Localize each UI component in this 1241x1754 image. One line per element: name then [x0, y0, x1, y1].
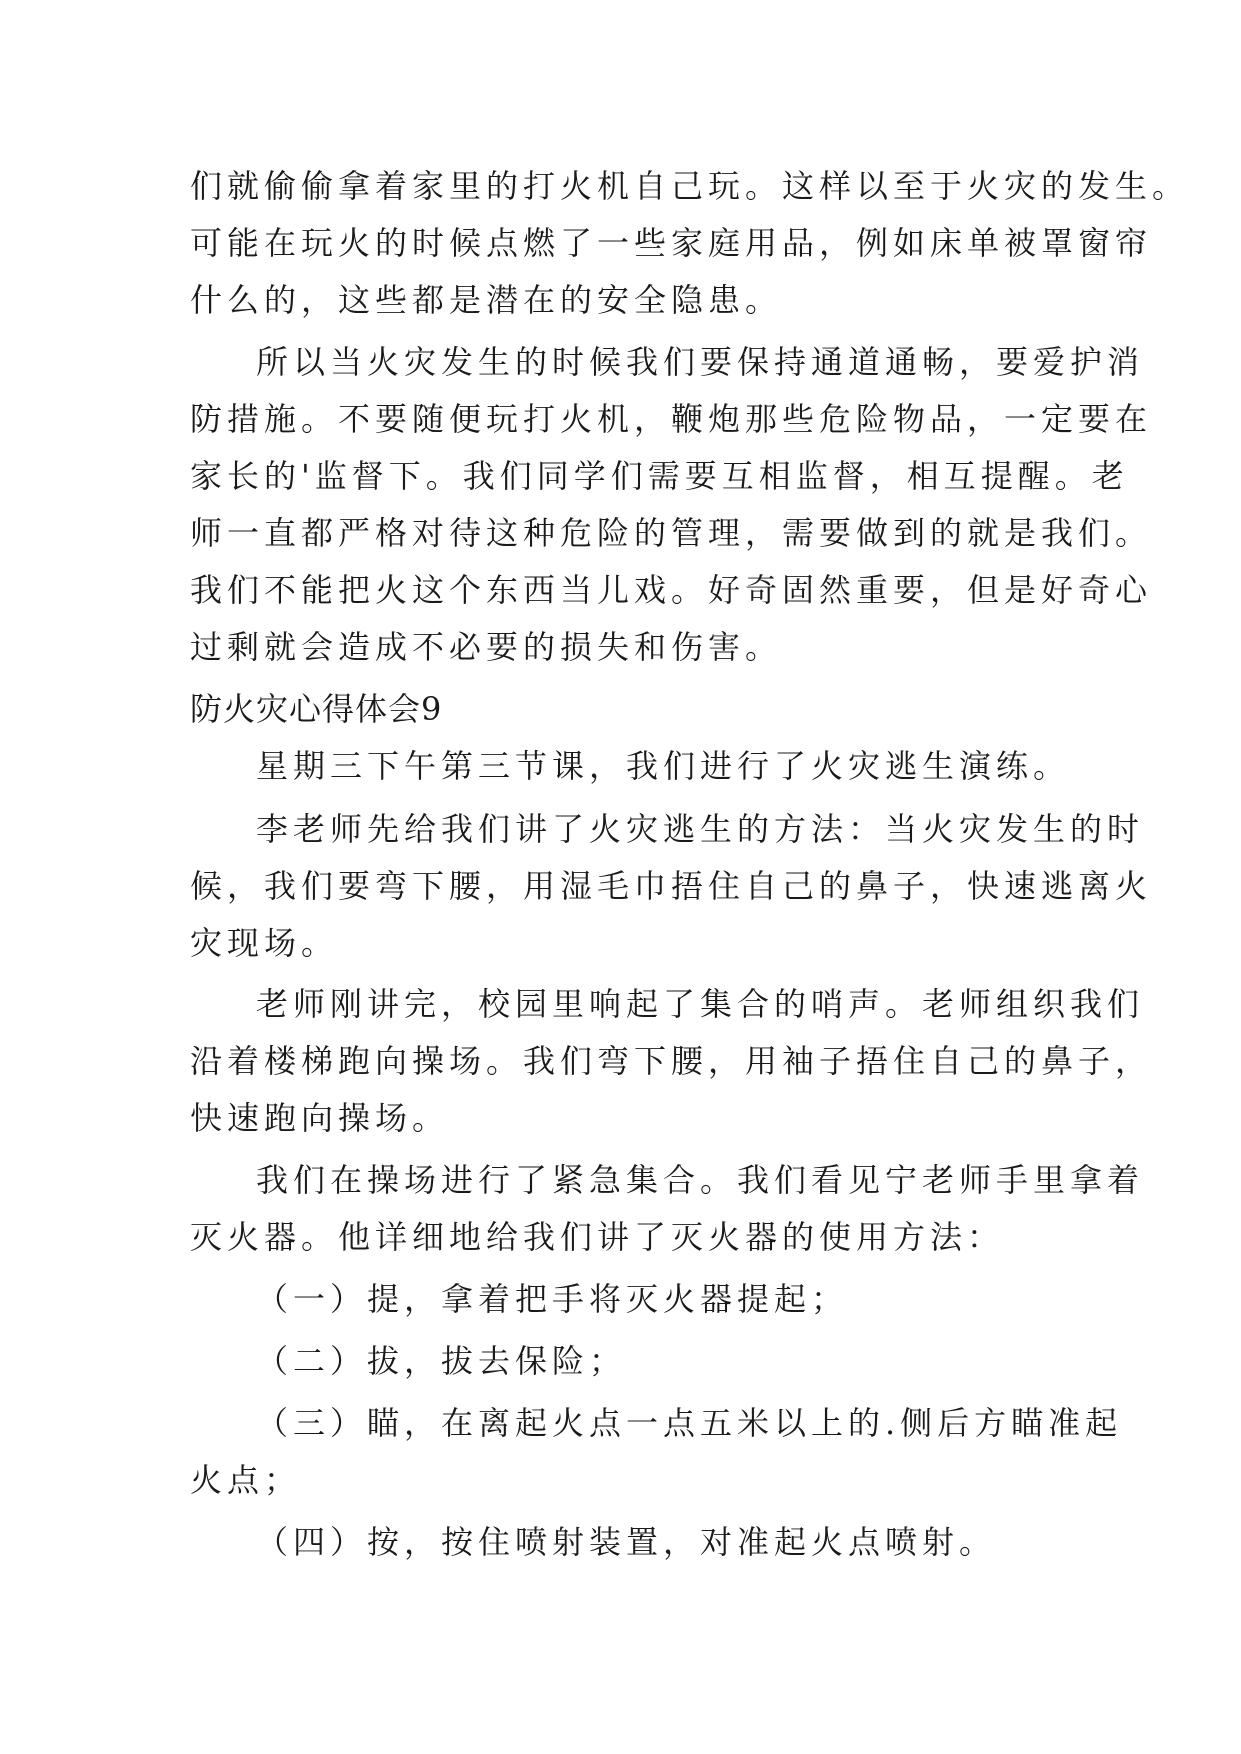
list-item: （四）按，按住喷射装置，对准起火点喷射。	[256, 1523, 997, 1561]
paragraph-first-line: 李老师先给我们讲了火灾逃生的方法：当火灾发生的时	[256, 810, 1145, 848]
list-item: （二）拔，拔去保险；	[256, 1342, 627, 1380]
section-heading: 防火灾心得体会9	[190, 690, 443, 728]
text-line: 沿着楼梯跑向操场。我们弯下腰，用袖子捂住自己的鼻子，	[190, 1042, 1153, 1080]
text-line: 什么的，这些都是潜在的安全隐患。	[190, 281, 783, 319]
list-item: （三）瞄，在离起火点一点五米以上的.侧后方瞄准起	[256, 1404, 1123, 1442]
paragraph-first-line: 星期三下午第三节课，我们进行了火灾逃生演练。	[256, 747, 1071, 785]
text-line: 灭火器。他详细地给我们讲了灭火器的使用方法：	[190, 1218, 1005, 1256]
text-line: 火点；	[190, 1461, 302, 1499]
paragraph-first-line: 所以当火灾发生的时候我们要保持通道通畅，要爱护消	[256, 343, 1145, 381]
text-line: 快速跑向操场。	[190, 1099, 450, 1137]
paragraph-first-line: 老师刚讲完，校园里响起了集合的哨声。老师组织我们	[256, 985, 1145, 1023]
text-line: 我们不能把火这个东西当儿戏。好奇固然重要，但是好奇心	[190, 571, 1153, 609]
list-item: （一）提，拿着把手将灭火器提起；	[256, 1280, 849, 1318]
text-line: 过剩就会造成不必要的损失和伤害。	[190, 628, 783, 666]
paragraph-first-line: 我们在操场进行了紧急集合。我们看见宁老师手里拿着	[256, 1161, 1145, 1199]
text-line: 防措施。不要随便玩打火机，鞭炮那些危险物品，一定要在	[190, 400, 1153, 438]
text-line: 灾现场。	[190, 924, 339, 962]
text-line: 可能在玩火的时候点燃了一些家庭用品，例如床单被罩窗帘	[190, 224, 1153, 262]
text-line: 家长的'监督下。我们同学们需要互相监督，相互提醒。老	[190, 457, 1129, 495]
text-line: 师一直都严格对待这种危险的管理，需要做到的就是我们。	[190, 514, 1153, 552]
text-line: 们就偷偷拿着家里的打火机自己玩。这样以至于火灾的发生。	[190, 167, 1190, 205]
text-line: 候，我们要弯下腰，用湿毛巾捂住自己的鼻子，快速逃离火	[190, 867, 1153, 905]
